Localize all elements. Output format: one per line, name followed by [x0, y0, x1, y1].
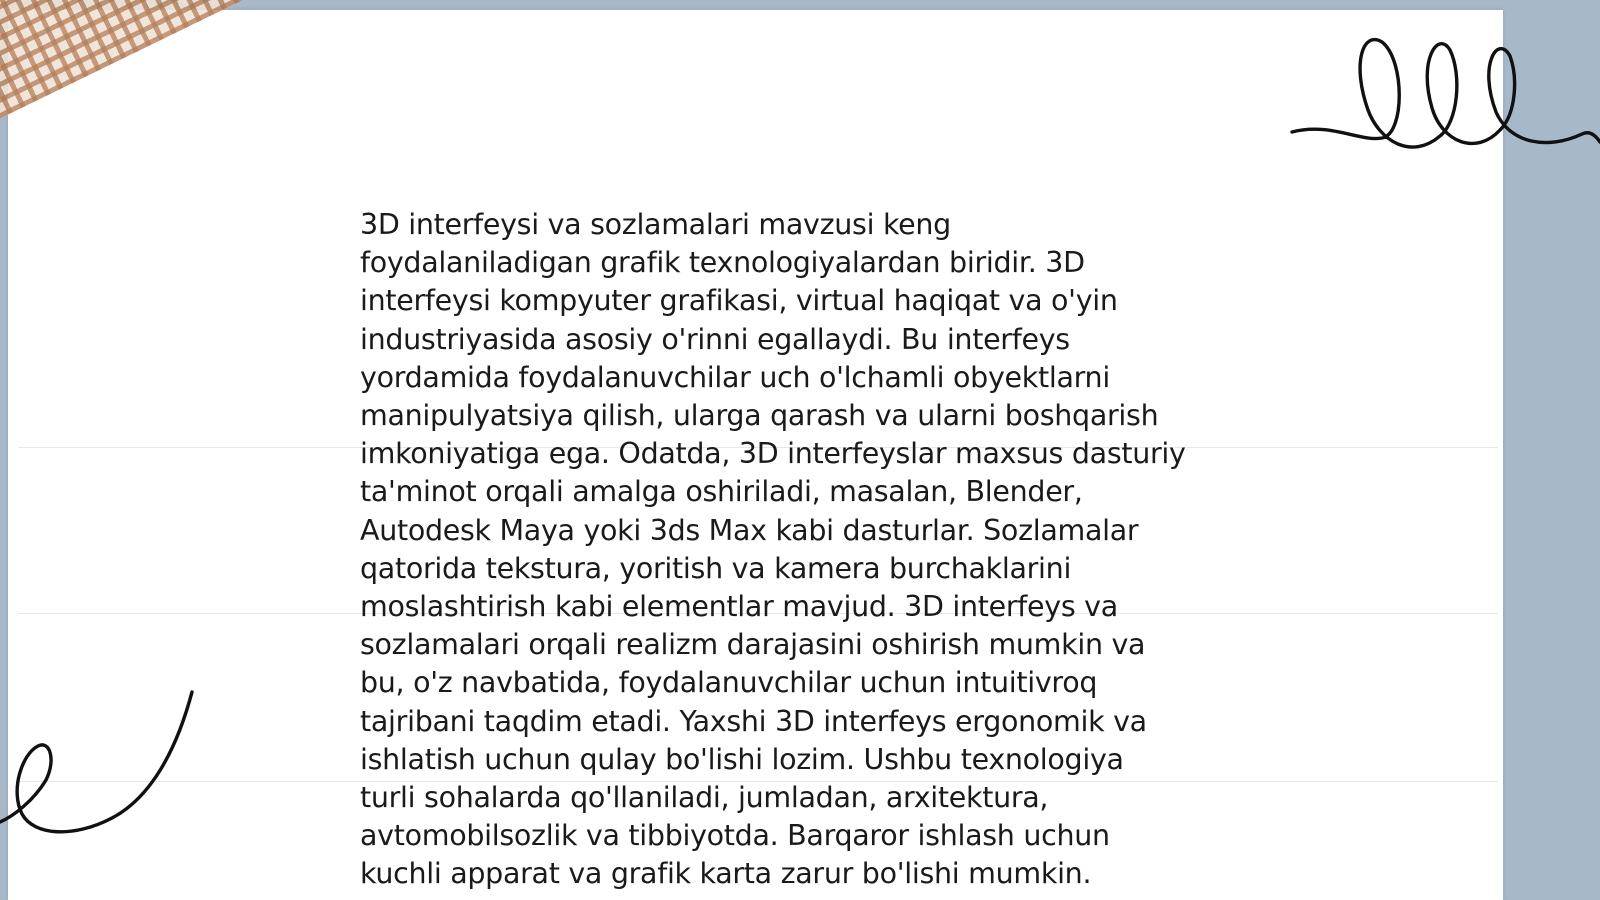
paragraph-line: ishlatish uchun qulay bo'lishi lozim. Ushbu texnologiya [360, 742, 1124, 776]
paragraph-line: qatorida tekstura, yoritish va kamera burchaklarini [360, 551, 1072, 585]
paragraph-line: imkoniyatiga ega. Odatda, 3D interfeyslar maxsus dasturiy [360, 437, 1186, 471]
paragraph-line: manipulyatsiya qilish, ularga qarash va ularni boshqarish [360, 399, 1159, 433]
paragraph-line: kuchli apparat va grafik karta zarur bo'lishi mumkin. [360, 857, 1092, 891]
paragraph-line: tajribani taqdim etadi. Yaxshi 3D interfeys ergonomik va [360, 704, 1147, 738]
body-paragraph [360, 206, 1260, 894]
paragraph-line: Autodesk Maya yoki 3ds Max kabi dasturlar. Sozlamalar [360, 513, 1139, 547]
paragraph-line: moslashtirish kabi elementlar mavjud. 3D interfeys va [360, 590, 1118, 624]
paragraph-line: foydalaniladigan grafik texnologiyalardan biridir. 3D [360, 246, 1085, 280]
paragraph-line: interfeysi kompyuter grafikasi, virtual haqiqat va o'yin [360, 284, 1118, 318]
ink-swirl-icon [0, 690, 200, 850]
paragraph-line: ta'minot orqali amalga oshiriladi, masalan, Blender, [360, 475, 1083, 509]
paragraph-line: industriyasida asosiy o'rinni egallaydi. Bu interfeys [360, 322, 1070, 356]
paragraph-line: bu, o'z navbatida, foydalanuvchilar uchun intuitivroq [360, 666, 1098, 700]
paragraph-line: turli sohalarda qo'llaniladi, jumladan, arxitektura, [360, 781, 1049, 815]
paragraph-line: sozlamalari orqali realizm darajasini oshirish mumkin va [360, 628, 1146, 662]
ink-loops-icon [1290, 30, 1600, 170]
paragraph-line: avtomobilsozlik va tibbiyotda. Barqaror ishlash uchun [360, 819, 1110, 853]
paragraph-line: yordamida foydalanuvchilar uch o'lchamli obyektlarni [360, 360, 1110, 394]
paragraph-line: 3D interfeysi va sozlamalari mavzusi keng [360, 208, 951, 241]
